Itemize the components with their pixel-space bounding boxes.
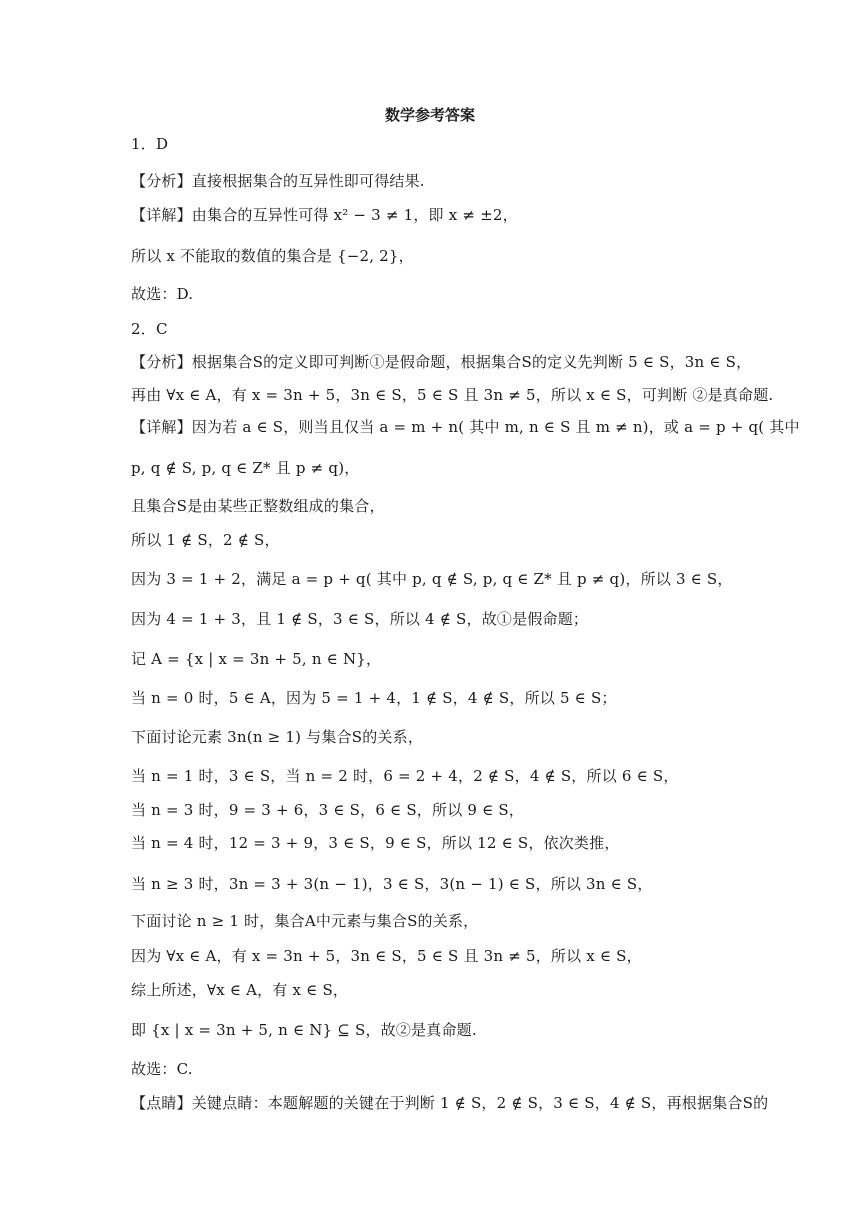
page-title: 数学参考答案 [384, 106, 475, 124]
answer-2-heading: 2．C [131, 320, 168, 338]
body-line: 记 A = {x | x = 3n + 5, n ∈ N}， [131, 650, 382, 668]
body-line: 当 n = 4 时，12 = 3 + 9，3 ∈ S，9 ∈ S，所以 12 ∈ S，依次类推， [131, 834, 620, 852]
analysis-line: 【分析】根据集合S的定义即可判断①是假命题，根据集合S的定义先判断 5 ∈ S，3n ∈ S， [131, 353, 752, 371]
body-line: 所以 1 ∉ S，2 ∉ S， [131, 531, 280, 549]
detail-line: 【详解】因为若 a ∈ S，则当且仅当 a = m + n( 其中 m, n ∈ S 且 m ≠ n)，或 a = p + q( 其中 [131, 418, 800, 436]
body-line: 再由 ∀x ∈ A，有 x = 3n + 5，3n ∈ S，5 ∈ S 且 3n ≠ 5，所以 x ∈ S，可判断 ②是真命题. [131, 386, 774, 404]
body-line: 下面讨论 n ≥ 1 时，集合A中元素与集合S的关系， [131, 912, 479, 930]
answer-1-heading: 1．D [131, 135, 169, 153]
detail-line: 【详解】由集合的互异性可得 x² − 3 ≠ 1，即 x ≠ ±2， [131, 206, 518, 224]
body-line: 综上所述，∀x ∈ A，有 x ∈ S， [131, 981, 349, 999]
body-line: p, q ∉ S, p, q ∈ Z* 且 p ≠ q)， [131, 459, 360, 477]
choice-line: 故选：D. [131, 285, 194, 303]
body-line: 且集合S是由某些正整数组成的集合， [131, 497, 385, 515]
body-line: 即 {x | x = 3n + 5, n ∈ N} ⊆ S，故②是真命题. [131, 1021, 477, 1039]
body-line: 当 n = 0 时，5 ∈ A，因为 5 = 1 + 4，1 ∉ S，4 ∉ S，所以 5 ∈ S； [131, 689, 617, 707]
body-line: 当 n ≥ 3 时，3n = 3 + 3(n − 1)，3 ∈ S，3(n − 1) ∈ S，所以 3n ∈ S， [131, 875, 653, 893]
key-point-line: 【点睛】关键点睛：本题解题的关键在于判断 1 ∉ S，2 ∉ S，3 ∈ S，4 ∉ S，再根据集合S的 [131, 1094, 769, 1112]
choice-line: 故选：C. [131, 1060, 193, 1078]
body-line: 因为 4 = 1 + 3，且 1 ∉ S，3 ∈ S，所以 4 ∉ S，故①是假命题； [131, 610, 589, 628]
body-line: 当 n = 1 时，3 ∈ S，当 n = 2 时，6 = 2 + 4，2 ∉ S，4 ∉ S，所以 6 ∈ S， [131, 767, 679, 785]
body-line: 当 n = 3 时，9 = 3 + 6，3 ∈ S，6 ∈ S，所以 9 ∈ S， [131, 801, 525, 819]
body-line: 所以 x 不能取的数值的集合是 {−2, 2}， [131, 247, 414, 265]
body-line: 下面讨论元素 3n(n ≥ 1) 与集合S的关系， [131, 728, 424, 746]
body-line: 因为 3 = 1 + 2，满足 a = p + q( 其中 p, q ∉ S, p, q ∈ Z* 且 p ≠ q)，所以 3 ∈ S， [131, 570, 733, 588]
analysis-line: 【分析】直接根据集合的互异性即可得结果. [131, 172, 425, 190]
body-line: 因为 ∀x ∈ A，有 x = 3n + 5，3n ∈ S，5 ∈ S 且 3n ≠ 5，所以 x ∈ S， [131, 947, 642, 965]
